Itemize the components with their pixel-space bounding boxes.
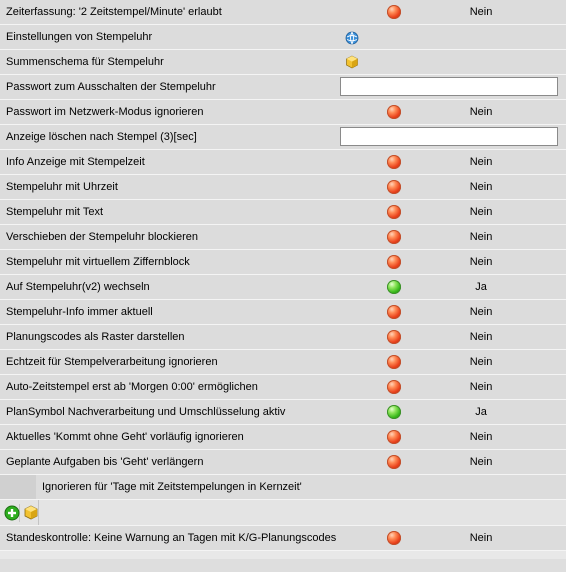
- add-icon[interactable]: [3, 504, 21, 522]
- row-label: Planungscodes als Raster darstellen: [6, 331, 185, 343]
- row-label: Stempeluhr mit Uhrzeit: [6, 181, 118, 193]
- row-label: Verschieben der Stempeluhr blockieren: [6, 231, 199, 243]
- cube-icon[interactable]: [22, 504, 40, 522]
- row-value: Nein: [469, 331, 493, 343]
- settings-row[interactable]: [0, 275, 566, 300]
- status-indicator-icon[interactable]: [387, 105, 401, 119]
- subgroup-label: Ignorieren für 'Tage mit Zeitstempelungen in Kernzeit': [42, 481, 302, 493]
- settings-row[interactable]: [0, 325, 566, 350]
- row-value: Nein: [469, 381, 493, 393]
- row-label: Einstellungen von Stempeluhr: [6, 31, 153, 43]
- row-value: Nein: [469, 431, 493, 443]
- row-value: Nein: [469, 106, 493, 118]
- status-indicator-icon[interactable]: [387, 380, 401, 394]
- status-indicator-icon[interactable]: [387, 180, 401, 194]
- settings-row[interactable]: [0, 25, 566, 50]
- status-indicator-icon[interactable]: [387, 405, 401, 419]
- status-indicator-icon[interactable]: [387, 330, 401, 344]
- row-text-input[interactable]: [340, 77, 558, 96]
- row-value: Nein: [469, 181, 493, 193]
- status-indicator-icon[interactable]: [387, 531, 401, 545]
- settings-row[interactable]: [0, 150, 566, 175]
- settings-row[interactable]: [0, 350, 566, 375]
- row-label: Geplante Aufgaben bis 'Geht' verlängern: [6, 456, 204, 468]
- row-value: Nein: [469, 532, 493, 544]
- row-value: Nein: [469, 206, 493, 218]
- row-label: Anzeige löschen nach Stempel (3)[sec]: [6, 131, 197, 143]
- subgroup-header: [0, 475, 566, 500]
- row-label: Echtzeit für Stempelverarbeitung ignorieren: [6, 356, 218, 368]
- row-label: Stempeluhr-Info immer aktuell: [6, 306, 153, 318]
- settings-row[interactable]: [0, 175, 566, 200]
- status-indicator-icon[interactable]: [387, 155, 401, 169]
- row-label: Summenschema für Stempeluhr: [6, 56, 164, 68]
- status-indicator-icon[interactable]: [387, 355, 401, 369]
- row-label: Stempeluhr mit Text: [6, 206, 104, 218]
- row-text-input[interactable]: [340, 127, 558, 146]
- row-value: Nein: [469, 456, 493, 468]
- row-value: Nein: [469, 231, 493, 243]
- settings-row[interactable]: [0, 200, 566, 225]
- row-label: PlanSymbol Nachverarbeitung und Umschlüsselung aktiv: [6, 406, 286, 418]
- settings-row[interactable]: [0, 300, 566, 325]
- settings-row[interactable]: [0, 125, 566, 150]
- status-indicator-icon[interactable]: [387, 255, 401, 269]
- settings-row[interactable]: [0, 0, 566, 25]
- settings-row[interactable]: [0, 425, 566, 450]
- settings-row[interactable]: [0, 75, 566, 100]
- settings-row[interactable]: [0, 250, 566, 275]
- row-label: Auto-Zeitstempel erst ab 'Morgen 0:00' ermöglichen: [6, 381, 258, 393]
- row-label: Info Anzeige mit Stempelzeit: [6, 156, 145, 168]
- row-label: Standeskontrolle: Keine Warnung an Tagen mit K/G-Planungscodes: [6, 532, 337, 544]
- status-indicator-icon[interactable]: [387, 5, 401, 19]
- row-label: Zeiterfassung: '2 Zeitstempel/Minute' erlaubt: [6, 6, 222, 18]
- status-indicator-icon[interactable]: [387, 230, 401, 244]
- status-indicator-icon[interactable]: [387, 430, 401, 444]
- bottom-spacer: [0, 551, 566, 559]
- row-label: Auf Stempeluhr(v2) wechseln: [6, 281, 150, 293]
- globe-settings-icon[interactable]: [345, 31, 359, 45]
- settings-row[interactable]: [0, 50, 566, 75]
- settings-row[interactable]: [0, 450, 566, 475]
- row-label: Aktuelles 'Kommt ohne Geht' vorläufig ignorieren: [6, 431, 244, 443]
- row-value: Nein: [469, 356, 493, 368]
- subgroup-toolbar: [0, 500, 566, 526]
- row-value: Nein: [469, 256, 493, 268]
- status-indicator-icon[interactable]: [387, 305, 401, 319]
- row-value: Ja: [475, 281, 487, 293]
- status-indicator-icon[interactable]: [387, 455, 401, 469]
- row-value: Ja: [475, 406, 487, 418]
- cube-icon[interactable]: [345, 55, 359, 69]
- row-label: Passwort im Netzwerk-Modus ignorieren: [6, 106, 204, 118]
- row-value: Nein: [469, 6, 493, 18]
- row-label: Stempeluhr mit virtuellem Ziffernblock: [6, 256, 190, 268]
- settings-row[interactable]: [0, 100, 566, 125]
- status-indicator-icon[interactable]: [387, 205, 401, 219]
- settings-row[interactable]: [0, 375, 566, 400]
- row-value: Nein: [469, 306, 493, 318]
- row-label: Passwort zum Ausschalten der Stempeluhr: [6, 81, 216, 93]
- settings-row-standeskontrolle[interactable]: [0, 526, 566, 551]
- settings-row[interactable]: [0, 225, 566, 250]
- subgroup-gutter: [0, 475, 36, 499]
- settings-row[interactable]: [0, 400, 566, 425]
- status-indicator-icon[interactable]: [387, 280, 401, 294]
- row-value: Nein: [469, 156, 493, 168]
